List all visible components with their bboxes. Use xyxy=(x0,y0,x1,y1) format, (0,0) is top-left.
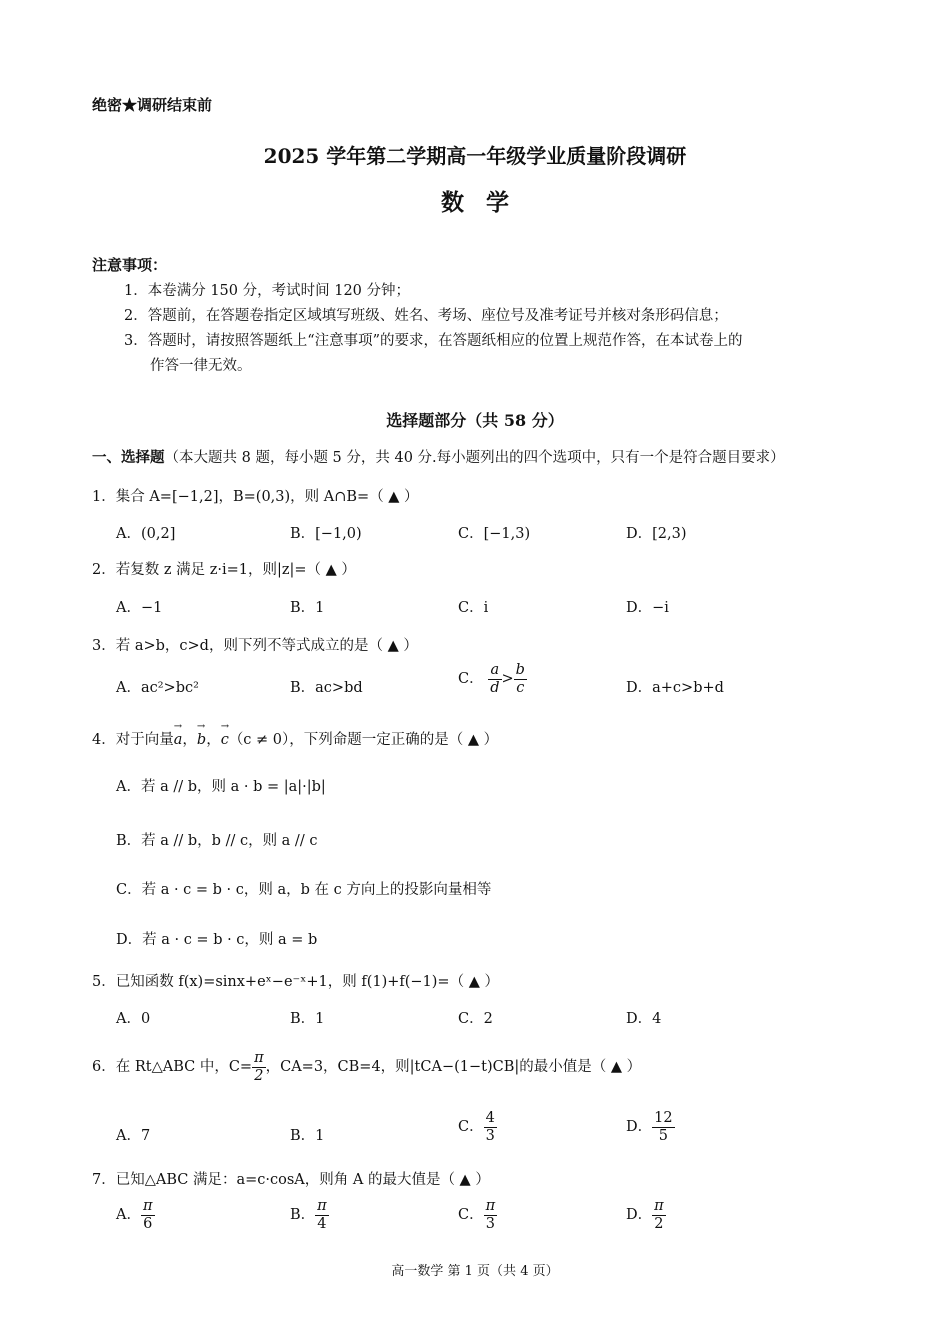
q3-option-c xyxy=(458,662,527,696)
q1-option-d: D．[2,3) xyxy=(626,526,687,542)
q7-option-a xyxy=(116,1198,155,1232)
fraction-a-over-d xyxy=(488,662,501,696)
denominator: 2 xyxy=(654,1215,664,1232)
question-1-stem: 1．集合 A=[−1,2]，B=(0,3)，则 A∩B=（ ▲ ） xyxy=(92,489,419,505)
fraction-pi-over-2 xyxy=(652,1198,666,1232)
numerator: π xyxy=(317,1198,327,1214)
fraction-12-over-5 xyxy=(652,1110,674,1144)
confidential-mark: 绝密★调研结束前 xyxy=(92,96,213,114)
q1-option-a: A．(0,2] xyxy=(116,526,176,542)
separator: ， xyxy=(206,732,221,748)
q4-condition: （c ≠ 0） xyxy=(228,732,290,748)
question-6-stem xyxy=(92,1050,641,1084)
question-7-stem: 7．已知△ABC 满足：a=c·cosA，则角 A 的最大值是（ ▲ ） xyxy=(92,1172,490,1188)
q6-stem-start: 6．在 Rt△ABC 中，C= xyxy=(92,1059,253,1076)
section-heading: 选择题部分（共 58 分） xyxy=(386,411,564,430)
fraction-pi-over-3 xyxy=(484,1198,498,1232)
q3-option-d: D．a+c>b+d xyxy=(626,680,724,696)
q5-option-a: A．0 xyxy=(116,1011,151,1027)
vector-b: → b xyxy=(197,732,206,748)
q7-option-c-label: C． xyxy=(458,1207,484,1224)
part-label: 一、选择题 xyxy=(92,449,165,466)
notice-item: 2．答题前，在答题卷指定区域填写班级、姓名、考场、座位号及准考证号并核对条形码信息； xyxy=(124,308,728,324)
subject-title: 数学 xyxy=(441,189,531,216)
q4-stem-end: ，下列命题一定正确的是（ ▲ ） xyxy=(289,732,499,748)
denominator: 4 xyxy=(317,1215,327,1232)
greater-than: > xyxy=(501,671,514,688)
notice-heading: 注意事项： xyxy=(92,256,168,274)
q2-option-d: D．−i xyxy=(626,600,669,616)
denominator: 3 xyxy=(485,1215,495,1232)
q3-option-c-label: C． xyxy=(458,671,484,688)
denominator: d xyxy=(490,679,500,696)
q4-option-b: B．若 a // b，b // c，则 a // c xyxy=(116,833,318,849)
q5-option-c: C．2 xyxy=(458,1011,493,1027)
q1-option-b: B．[−1,0) xyxy=(290,526,362,542)
q7-option-a-label: A． xyxy=(116,1207,141,1224)
q6-option-d-label: D． xyxy=(626,1119,653,1136)
denominator: 2 xyxy=(254,1067,264,1084)
q3-option-a: A．ac²>bc² xyxy=(116,680,199,696)
q6-option-a: A．7 xyxy=(116,1128,151,1144)
q6-option-c xyxy=(458,1110,497,1144)
vector-a: → a xyxy=(174,732,183,748)
numerator: a xyxy=(488,662,501,680)
q3-option-b: B．ac>bd xyxy=(290,680,363,696)
question-5-stem: 5．已知函数 f(x)=sinx+eˣ−e⁻ˣ+1，则 f(1)+f(−1)=（ ▲ ） xyxy=(92,974,499,990)
vector-c: → c xyxy=(221,732,229,748)
q6-option-b: B．1 xyxy=(290,1128,325,1144)
numerator: π xyxy=(654,1198,664,1214)
numerator: π xyxy=(254,1050,264,1066)
q5-option-d: D．4 xyxy=(626,1011,662,1027)
fraction-pi-over-2 xyxy=(252,1050,266,1084)
numerator: π xyxy=(485,1198,496,1214)
q4-option-a: A．若 a // b，则 a · b = |a|·|b| xyxy=(116,779,326,795)
numerator: b xyxy=(515,662,525,678)
fraction-pi-over-6 xyxy=(141,1198,155,1232)
q5-option-b: B．1 xyxy=(290,1011,325,1027)
question-4-stem xyxy=(92,728,498,749)
numerator: 4 xyxy=(485,1110,495,1126)
exam-title: 2025 学年第二学期高一年级学业质量阶段调研 xyxy=(263,144,687,168)
fraction-pi-over-4 xyxy=(315,1198,329,1232)
q6-stem-end: ，CA=3，CB=4，则|tCA−(1−t)CB|的最小值是（ ▲ ） xyxy=(265,1059,642,1076)
question-2-stem: 2．若复数 z 满足 z·i=1，则|z|=（ ▲ ） xyxy=(92,562,356,578)
separator: ， xyxy=(182,732,197,748)
fraction-4-over-3 xyxy=(484,1110,497,1144)
notice-item: 作答一律无效。 xyxy=(150,358,252,374)
denominator: 3 xyxy=(485,1127,495,1144)
q4-option-c: C．若 a · c = b · c，则 a，b 在 c 方向上的投影向量相等 xyxy=(116,882,492,898)
denominator: 6 xyxy=(143,1215,153,1232)
q7-option-d xyxy=(626,1198,666,1232)
q7-option-b-label: B． xyxy=(290,1207,316,1224)
q7-option-c xyxy=(458,1198,497,1232)
denominator: 5 xyxy=(658,1127,668,1144)
q7-option-b xyxy=(290,1198,329,1232)
question-3-stem: 3．若 a>b，c>d，则下列不等式成立的是（ ▲ ） xyxy=(92,638,418,654)
numerator: 12 xyxy=(654,1110,673,1126)
notice-item: 3．答题时，请按照答题纸上“注意事项”的要求，在答题纸相应的位置上规范作答，在本试卷上的 xyxy=(124,333,743,349)
q2-option-b: B．1 xyxy=(290,600,325,616)
part-heading xyxy=(92,446,785,467)
q2-option-c: C．i xyxy=(458,600,489,616)
fraction-b-over-c xyxy=(514,662,527,696)
q2-option-a: A．−1 xyxy=(116,600,163,616)
numerator: π xyxy=(142,1198,153,1214)
notice-item: 1．本卷满分 150 分，考试时间 120 分钟； xyxy=(124,283,411,299)
q1-option-c: C．[−1,3) xyxy=(458,526,531,542)
denominator: c xyxy=(516,679,525,696)
q7-option-d-label: D． xyxy=(626,1207,653,1224)
q4-option-d: D．若 a · c = b · c，则 a = b xyxy=(116,932,318,948)
q6-option-d xyxy=(626,1110,675,1144)
part-description: （本大题共 8 题，每小题 5 分，共 40 分.每小题列出的四个选项中，只有一个是符合题目要求） xyxy=(164,450,785,466)
q6-option-c-label: C． xyxy=(458,1119,484,1136)
q4-stem-start: 4．对于向量 xyxy=(92,732,174,748)
page-footer: 高一数学 第 1 页（共 4 页） xyxy=(391,1264,559,1279)
